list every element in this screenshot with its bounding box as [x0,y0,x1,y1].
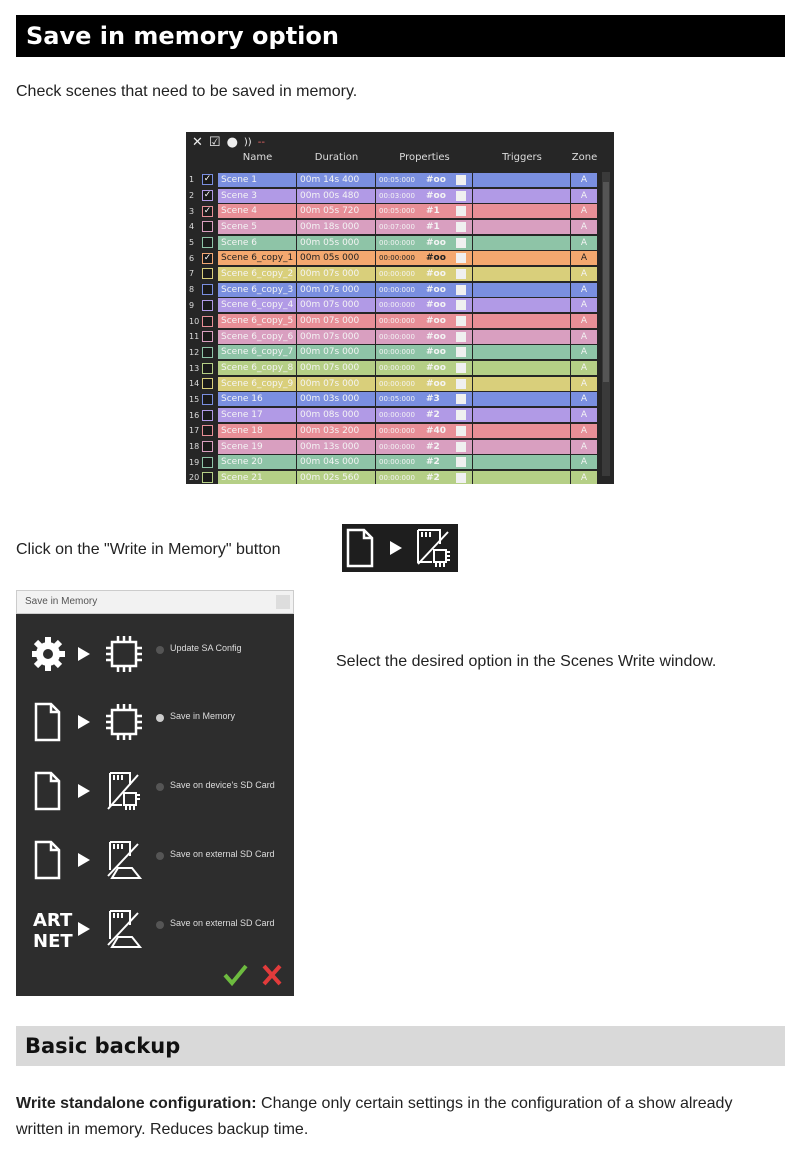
scene-zone: A [571,471,597,484]
scene-fade: 00:00:000 [379,411,415,420]
dialog-title-bar [16,590,294,614]
scene-fade: 00:00:000 [379,301,415,310]
option-radio[interactable] [156,921,164,929]
scene-triggers[interactable] [473,236,570,250]
scene-name[interactable]: Scene 6_copy_3 [218,283,296,297]
scene-properties [376,471,472,484]
table-row[interactable] [186,266,598,282]
scene-zone: A [571,424,597,438]
table-row[interactable] [186,439,598,455]
scene-triggers[interactable] [473,408,570,422]
external-sd-card-icon [108,911,140,947]
col-duration[interactable]: Duration [314,152,359,163]
scene-name[interactable]: Scene 6_copy_6 [218,330,296,344]
scene-tag: #oo [426,268,446,279]
file-icon [348,530,372,566]
row-checkbox[interactable]: ✓ [203,252,212,263]
select-instruction: Select the desired option in the Scenes Write window. [336,653,717,670]
scene-properties [376,314,472,328]
scene-triggers[interactable] [473,377,570,391]
scene-flag-box[interactable] [456,347,466,357]
scene-name[interactable]: Scene 6 [218,236,296,250]
scene-properties [376,392,472,406]
write-in-memory-button[interactable] [342,524,458,572]
row-number: 10 [189,316,200,326]
scene-fade: 00:03:000 [379,191,415,200]
row-number: 2 [189,191,195,201]
row-checkbox[interactable] [202,316,213,327]
row-number: 15 [189,394,200,404]
col-name[interactable]: Name [242,152,273,163]
scene-triggers[interactable] [473,298,570,312]
scene-flag-box[interactable] [456,206,466,216]
option-radio[interactable] [156,646,164,654]
scene-duration: 00m 04s 000 [297,455,375,469]
scene-properties [376,345,472,359]
scene-triggers[interactable] [473,314,570,328]
scene-tag: #2 [426,410,440,421]
table-row[interactable] [186,188,598,204]
device-sd-card-icon [418,530,450,567]
scene-flag-box[interactable] [456,175,466,185]
scene-duration: 00m 07s 000 [297,283,375,297]
scene-flag-box[interactable] [456,300,466,310]
scene-tag: #oo [426,190,446,201]
save-option[interactable] [16,903,294,963]
scene-zone: A [571,173,597,187]
audio-icon[interactable]: )) [243,136,252,148]
row-checkbox[interactable] [202,441,213,452]
scene-flag-box[interactable] [456,473,466,483]
scene-tag: #oo [426,253,446,264]
scene-name[interactable]: Scene 6_copy_1 [218,251,296,265]
scene-duration: 00m 05s 000 [297,236,375,250]
table-row[interactable] [186,454,598,470]
scene-triggers[interactable] [473,267,570,281]
row-checkbox[interactable] [202,331,213,342]
scene-name[interactable]: Scene 6_copy_8 [218,361,296,375]
row-checkbox[interactable] [202,300,213,311]
row-number: 7 [189,269,195,279]
scene-flag-box[interactable] [456,332,466,342]
scene-zone: A [571,283,597,297]
option-radio[interactable] [156,714,164,722]
scene-tag: #oo [426,363,446,374]
table-row[interactable] [186,203,598,219]
scene-properties [376,330,472,344]
arrow-icon [390,541,402,555]
chip-icon [106,636,142,672]
scene-tag: #3 [426,394,440,405]
row-number: 18 [189,442,200,452]
scene-tag: #2 [426,457,440,468]
table-row[interactable] [186,470,598,484]
scrollbar-thumb[interactable] [603,182,609,382]
scene-properties [376,298,472,312]
scene-triggers[interactable] [473,361,570,375]
scene-duration: 00m 07s 000 [297,314,375,328]
row-number: 11 [189,332,200,342]
scene-duration: 00m 02s 560 [297,471,375,484]
row-number: 9 [189,300,195,310]
scene-properties [376,377,472,391]
scene-flag-box[interactable] [456,379,466,389]
scene-flag-box[interactable] [456,285,466,295]
scene-properties [376,251,472,265]
section-heading: Basic backup [16,1026,785,1066]
scene-fade: 00:05:000 [379,175,415,184]
backup-paragraph [16,1091,776,1143]
scene-zone: A [571,345,597,359]
backup-term: Write standalone configuration: [16,1095,257,1112]
scene-name[interactable]: Scene 3 [218,189,296,203]
table-row[interactable] [186,407,598,423]
row-number: 13 [189,363,200,373]
save-in-memory-dialog [16,590,294,996]
scene-name[interactable]: Scene 6_copy_5 [218,314,296,328]
scene-tag: #oo [426,378,446,389]
row-number: 16 [189,410,200,420]
row-number: 3 [189,206,195,216]
scene-properties [376,236,472,250]
table-row[interactable] [186,313,598,329]
page-title: Save in memory option [16,15,785,57]
scene-flag-box[interactable] [456,238,466,248]
row-checkbox[interactable] [202,221,213,232]
col-properties[interactable]: Properties [399,152,450,163]
table-row[interactable] [186,235,598,251]
scene-tag: #2 [426,441,440,452]
table-row[interactable] [186,345,598,361]
table-row[interactable] [186,376,598,392]
row-number: 5 [189,238,195,248]
scene-zone: A [571,251,597,265]
scene-zone: A [571,189,597,203]
arrow-icon [78,922,90,936]
scene-name[interactable]: Scene 18 [218,424,296,438]
scene-duration: 00m 03s 200 [297,424,375,438]
scene-fade: 00:00:000 [379,332,415,341]
row-checkbox[interactable] [202,268,213,279]
scene-fade: 00:00:000 [379,238,415,247]
row-checkbox[interactable]: ✓ [203,205,212,216]
option-label: Save on external SD Card [170,849,275,859]
scene-fade: 00:00:000 [379,269,415,278]
row-number: 20 [189,473,200,483]
scene-flag-box[interactable] [456,410,466,420]
device-sd-card-icon [108,773,140,810]
table-row[interactable] [186,360,598,376]
file-icon [36,842,59,878]
file-icon [36,704,59,740]
checkbox-icon[interactable]: ☑ [208,134,221,150]
arrow-icon [78,715,90,729]
scene-triggers[interactable] [473,345,570,359]
scene-name[interactable]: Scene 17 [218,408,296,422]
artnet-line-2: NET [33,931,73,952]
scene-zone: A [571,298,597,312]
scene-triggers[interactable] [473,251,570,265]
scene-fade: 00:00:000 [379,317,415,326]
row-checkbox[interactable] [202,237,213,248]
scene-table [186,132,614,484]
chip-icon [106,704,142,740]
dialog-title: Save in Memory [25,596,98,607]
scene-name[interactable]: Scene 6_copy_9 [218,377,296,391]
scene-triggers[interactable] [473,204,570,218]
click-instruction: Click on the "Write in Memory" button [16,541,281,558]
scene-name[interactable]: Scene 6_copy_4 [218,298,296,312]
scene-properties [376,220,472,234]
gear-icon [32,637,65,671]
scene-properties [376,173,472,187]
scene-tag: #oo [426,316,446,327]
scene-flag-box[interactable] [456,191,466,201]
scene-tag: #oo [426,331,446,342]
scene-properties [376,440,472,454]
scene-flag-box[interactable] [456,269,466,279]
scene-tag: #40 [426,425,447,436]
scene-triggers[interactable] [473,392,570,406]
scene-flag-box[interactable] [456,363,466,373]
intro-text: Check scenes that need to be saved in memory. [16,83,358,100]
scene-duration: 00m 03s 000 [297,392,375,406]
scene-zone: A [571,220,597,234]
row-checkbox[interactable] [202,394,213,405]
scene-properties [376,424,472,438]
scene-duration: 00m 18s 000 [297,220,375,234]
scene-fade: 00:05:000 [379,395,415,404]
scene-fade: 00:00:000 [379,348,415,357]
scene-triggers[interactable] [473,220,570,234]
row-number: 4 [189,222,195,232]
scene-zone: A [571,267,597,281]
table-row[interactable] [186,172,598,188]
scene-duration: 00m 13s 000 [297,440,375,454]
scene-name[interactable]: Scene 6_copy_2 [218,267,296,281]
scene-zone: A [571,204,597,218]
row-checkbox[interactable] [202,425,213,436]
row-checkbox[interactable] [202,363,213,374]
scene-tag: #oo [426,174,446,185]
scene-tag: #oo [426,347,446,358]
col-triggers[interactable]: Triggers [502,152,542,163]
table-toolbar [186,132,614,152]
table-row[interactable] [186,250,598,266]
scene-duration: 00m 08s 000 [297,408,375,422]
save-option[interactable] [16,765,294,825]
scene-flag-box[interactable] [456,457,466,467]
arrow-icon [78,784,90,798]
row-checkbox[interactable] [202,457,213,468]
scene-duration: 00m 05s 000 [297,251,375,265]
scene-triggers[interactable] [473,471,570,484]
table-row[interactable] [186,298,598,314]
table-row[interactable] [186,423,598,439]
scene-name[interactable]: Scene 19 [218,440,296,454]
scene-properties [376,455,472,469]
scene-flag-box[interactable] [456,426,466,436]
scene-triggers[interactable] [473,424,570,438]
confirm-icon[interactable] [225,966,246,983]
close-icon[interactable]: ✕ [192,134,203,150]
row-number: 8 [189,285,195,295]
save-option[interactable] [16,696,294,756]
save-option[interactable] [16,834,294,894]
scene-fade: 00:00:000 [379,426,415,435]
scene-triggers[interactable] [473,440,570,454]
arrow-icon [78,853,90,867]
option-radio[interactable] [156,783,164,791]
table-row[interactable] [186,329,598,345]
scene-zone: A [571,377,597,391]
scene-zone: A [571,330,597,344]
scene-name[interactable]: Scene 5 [218,220,296,234]
row-number: 19 [189,457,200,467]
row-checkbox[interactable] [202,378,213,389]
option-label: Save in Memory [170,711,236,721]
scene-fade: 00:00:000 [379,473,415,482]
scene-duration: 00m 07s 000 [297,361,375,375]
scene-zone: A [571,314,597,328]
row-checkbox[interactable]: ✓ [203,174,212,185]
scene-fade: 00:00:000 [379,364,415,373]
scene-properties [376,361,472,375]
scene-tag: #1 [426,206,440,217]
row-checkbox[interactable] [202,284,213,295]
arrow-icon [78,647,90,661]
artnet-line-1: ART [33,910,73,931]
row-checkbox[interactable] [202,472,213,483]
scene-name[interactable]: Scene 16 [218,392,296,406]
row-checkbox[interactable]: ✓ [203,190,212,201]
scene-zone: A [571,236,597,250]
scene-name[interactable]: Scene 6_copy_7 [218,345,296,359]
scene-triggers[interactable] [473,455,570,469]
option-label: Save on device's SD Card [170,780,275,790]
scene-properties [376,267,472,281]
scene-duration: 00m 14s 400 [297,173,375,187]
row-number: 12 [189,347,200,357]
scene-duration: 00m 07s 000 [297,345,375,359]
external-sd-card-icon [108,842,140,878]
scene-flag-box[interactable] [456,253,466,263]
row-number: 14 [189,379,200,389]
option-label: Update SA Config [170,643,242,653]
scene-triggers[interactable] [473,173,570,187]
table-row[interactable] [186,282,598,298]
scene-tag: #oo [426,284,446,295]
scene-fade: 00:00:000 [379,285,415,294]
table-rows [186,172,598,484]
scene-flag-box[interactable] [456,442,466,452]
cancel-icon[interactable] [264,966,280,984]
scene-name[interactable]: Scene 21 [218,471,296,484]
file-icon [36,773,59,809]
scene-tag: #2 [426,472,440,483]
row-number: 1 [189,175,195,185]
save-option[interactable] [16,628,294,688]
artnet-icon [33,910,73,952]
option-label: Save on external SD Card [170,918,275,928]
scene-fade: 00:00:000 [379,442,415,451]
scene-flag-box[interactable] [456,316,466,326]
scene-zone: A [571,440,597,454]
col-zone[interactable]: Zone [571,152,598,163]
scene-fade: 00:00:000 [379,458,415,467]
scene-name[interactable]: Scene 20 [218,455,296,469]
scene-fade: 00:07:000 [379,222,415,231]
table-row[interactable] [186,392,598,408]
scene-zone: A [571,455,597,469]
scene-duration: 00m 07s 000 [297,377,375,391]
row-checkbox[interactable] [202,347,213,358]
scene-zone: A [571,408,597,422]
scene-fade: 00:00:000 [379,254,415,263]
row-checkbox[interactable] [202,410,213,421]
scene-triggers[interactable] [473,283,570,297]
row-number: 17 [189,426,200,436]
scrollbar[interactable] [602,172,610,476]
link-icon[interactable]: -‐ [257,136,265,148]
scene-duration: 00m 05s 720 [297,204,375,218]
scene-tag: #1 [426,221,440,232]
scene-zone: A [571,392,597,406]
scene-duration: 00m 07s 000 [297,298,375,312]
table-row[interactable] [186,219,598,235]
scene-triggers[interactable] [473,330,570,344]
scene-name[interactable]: Scene 1 [218,173,296,187]
scene-properties [376,408,472,422]
row-number: 6 [189,253,195,263]
backup-description: Change only certain settings in the configuration of a show already written in memory. Reduces backup time. [16,1095,733,1138]
scene-properties [376,189,472,203]
scene-flag-box[interactable] [456,222,466,232]
scene-tag: #oo [426,300,446,311]
scene-properties [376,283,472,297]
table-header [186,152,614,164]
scene-name[interactable]: Scene 4 [218,204,296,218]
scene-duration: 00m 00s 480 [297,189,375,203]
scene-tag: #oo [426,237,446,248]
circle-icon[interactable]: ● [226,134,238,150]
scene-duration: 00m 07s 000 [297,267,375,281]
scene-flag-box[interactable] [456,394,466,404]
scene-zone: A [571,361,597,375]
scene-fade: 00:05:000 [379,207,415,216]
dialog-close-button[interactable] [276,595,290,609]
scene-fade: 00:00:000 [379,379,415,388]
option-radio[interactable] [156,852,164,860]
scene-triggers[interactable] [473,189,570,203]
scene-duration: 00m 07s 000 [297,330,375,344]
scene-properties [376,204,472,218]
